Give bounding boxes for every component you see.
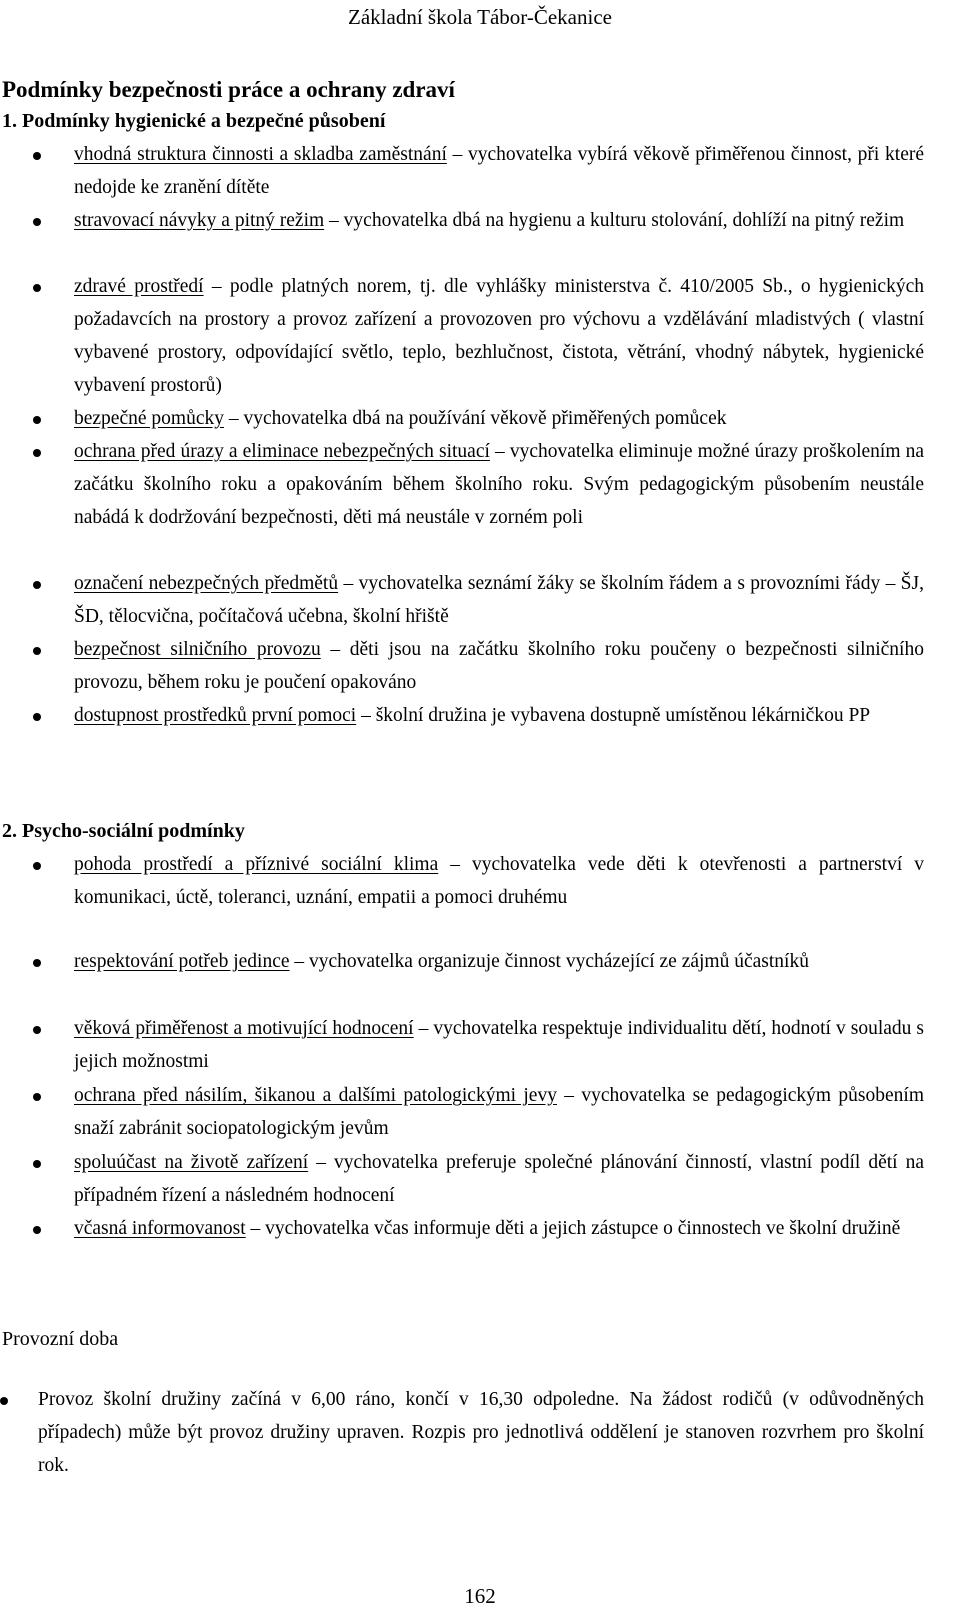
- bullet-icon: [33, 284, 41, 292]
- section-1-heading: 1. Podmínky hygienické a bezpečné působení: [2, 110, 386, 132]
- list-item-term: bezpečnost silničního provozu: [74, 639, 321, 660]
- list-item-description: – vychovatelka se pedagogickým působením snaží zabránit sociopatologickým jevům: [74, 1085, 924, 1139]
- list-item-description: – vychovatelka eliminuje možné úrazy proškolením na začátku školního roku a opakováním během školního roku. Svým pedagogickým působením neustále nabádá k dodržování bezpečnosti, děti má neustále v zorném poli: [74, 441, 924, 528]
- list-item-description: – vychovatelka organizuje činnost vycházející ze zájmů účastníků: [289, 951, 809, 972]
- bullet-icon: [33, 959, 41, 967]
- list-item-text: [74, 204, 924, 237]
- list-item-text: [74, 138, 924, 204]
- list-item-description: – podle platných norem, tj. dle vyhlášky ministerstva č. 410/2005 Sb., o hygienických požadavcích na prostory a provoz zařízení a provozoven pro výchovu a vzdělávání mladistvých ( vlastní vybavené prostory, odpovídající světlo, teplo, bezhlučnost, čistota, větrání, vhodný nábytek, hygienické vybavení prostorů): [74, 276, 924, 396]
- list-item-text: [74, 1146, 924, 1212]
- list-item-text: [74, 270, 924, 402]
- bullet-icon: [33, 1093, 41, 1101]
- list-item-term: pohoda prostředí a příznivé sociální klima: [74, 854, 439, 875]
- page-header: Základní škola Tábor-Čekanice: [348, 5, 612, 29]
- list-item-term: zdravé prostředí: [74, 276, 204, 297]
- list-item-text: [74, 633, 924, 699]
- list-item-text: [74, 567, 924, 633]
- list-item-text: [74, 945, 924, 978]
- bullet-icon: [33, 862, 41, 870]
- bullet-icon: [33, 647, 41, 655]
- list-item-description: – vychovatelka vybírá věkově přiměřenou činnost, při které nedojde ke zranění dítěte: [74, 144, 925, 198]
- bullet-icon: [33, 218, 41, 226]
- list-item-description: – vychovatelka seznámí žáky se školním řádem a s provozními řády – ŠJ, ŠD, tělocvična, počítačová učebna, školní hřiště: [74, 573, 924, 627]
- bullet-icon: [33, 1160, 41, 1168]
- bullet-icon: [33, 713, 41, 721]
- list-item-description: – vychovatelka respektuje individualitu dětí, hodnotí v souladu s jejich možnostmi: [74, 1018, 924, 1072]
- list-item-term: bezpečné pomůcky: [74, 408, 224, 429]
- list-item-term: respektování potřeb jedince: [74, 951, 290, 972]
- list-item-term: označení nebezpečných předmětů: [74, 573, 339, 594]
- list-item-text: [74, 1012, 924, 1078]
- list-item-description: – děti jsou na začátku školního roku poučeny o bezpečnosti silničního provozu, během roku je poučení opakováno: [74, 639, 924, 693]
- bullet-icon: [33, 581, 41, 589]
- list-item-term: včasná informovanost: [74, 1218, 246, 1239]
- list-item-term: spoluúčast na životě zařízení: [74, 1152, 309, 1173]
- list-item-term: ochrana před úrazy a eliminace nebezpečných situací: [74, 441, 490, 462]
- bullet-icon: [33, 152, 41, 160]
- section-3-heading: Provozní doba: [2, 1328, 119, 1350]
- list-item-term: dostupnost prostředků první pomoci: [74, 705, 357, 726]
- bullet-icon: [33, 1226, 41, 1234]
- bullet-icon: [33, 1026, 41, 1034]
- bullet-icon: [33, 449, 41, 457]
- list-item-term: věková přiměřenost a motivující hodnocení: [74, 1018, 414, 1039]
- list-item-term: stravovací návyky a pitný režim: [74, 210, 325, 231]
- bullet-icon: [0, 1397, 8, 1405]
- list-item-text: [74, 435, 924, 534]
- list-item-description: – vychovatelka preferuje společné plánování činností, vlastní podíl dětí na případném řízení a následném hodnocení: [74, 1152, 924, 1206]
- bullet-icon: [33, 416, 41, 424]
- list-item-text: [74, 1079, 924, 1145]
- list-item-description: – vychovatelka dbá na hygienu a kulturu stolování, dohlíží na pitný režim: [324, 210, 905, 231]
- list-item-description: – vychovatelka dbá na používání věkově přiměřených pomůcek: [223, 408, 727, 429]
- list-item-term: vhodná struktura činnosti a skladba zaměstnání: [74, 144, 447, 165]
- list-item-text: [74, 402, 924, 435]
- section-2-heading: 2. Psycho-sociální podmínky: [2, 820, 245, 842]
- list-item-text: Provoz školní družiny začíná v 6,00 ráno, končí v 16,30 odpoledne. Na žádost rodičů (v odůvodněných případech) může být provoz družiny upraven. Rozpis pro jednotlivá oddělení je stanoven rozvrhem pro školní rok.: [38, 1389, 924, 1476]
- list-item-text: [74, 848, 924, 914]
- list-item-description: – školní družina je vybavena dostupně umístěnou lékárničkou PP: [356, 705, 871, 726]
- list-item-text: [74, 699, 924, 732]
- page-number: 162: [464, 1584, 496, 1608]
- list-item-description: – vychovatelka včas informuje děti a jejich zástupce o činnostech ve školní družině: [245, 1218, 901, 1239]
- document-title: Podmínky bezpečnosti práce a ochrany zdraví: [2, 77, 455, 102]
- list-item-term: ochrana před násilím, šikanou a dalšími patologickými jevy: [74, 1085, 557, 1106]
- list-item-description: – vychovatelka vede děti k otevřenosti a partnerství v komunikaci, úctě, toleranci, uznání, empatii a pomoci druhému: [74, 854, 924, 908]
- list-item-text: [74, 1212, 924, 1245]
